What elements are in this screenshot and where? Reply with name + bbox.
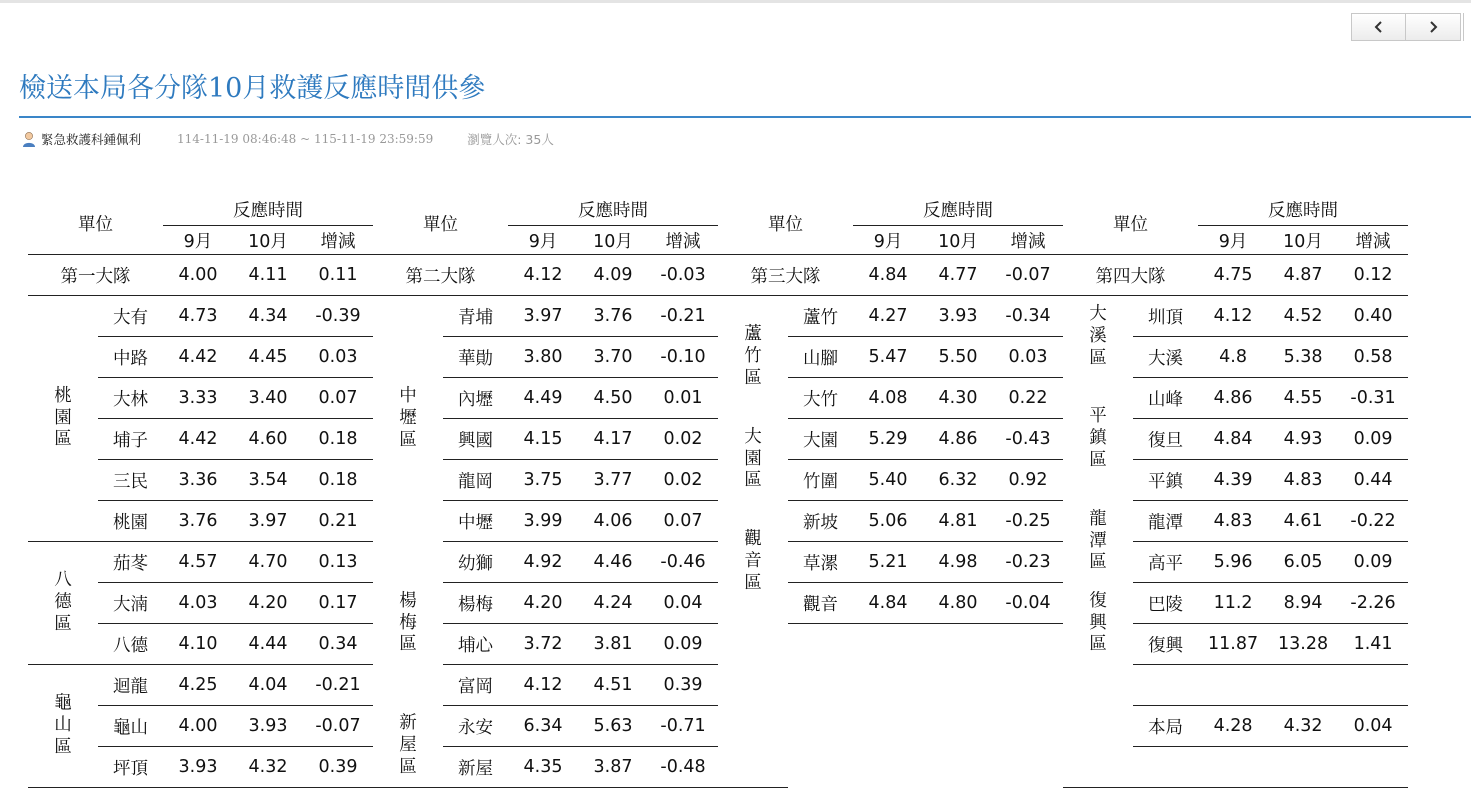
oct-value: 3.93 <box>233 706 303 747</box>
sep-value: 4.84 <box>853 583 923 624</box>
empty-cell <box>993 665 1063 706</box>
sep-value: 4.92 <box>508 542 578 583</box>
unit-header: 單位 <box>1063 193 1198 255</box>
sep-value: 5.96 <box>1198 542 1268 583</box>
station-row <box>28 419 1408 460</box>
sep-value: 4.10 <box>163 624 233 665</box>
station-row <box>28 624 1408 665</box>
empty-cell <box>788 706 853 747</box>
station-name: 興國 <box>443 419 508 460</box>
station-name: 蘆竹 <box>788 296 853 337</box>
change-value: 0.21 <box>303 501 373 542</box>
oct-value: 4.32 <box>233 747 303 788</box>
change-value: 0.18 <box>303 460 373 501</box>
oct-value: 4.87 <box>1268 255 1338 296</box>
station-name: 龜山 <box>98 706 163 747</box>
oct-value: 3.76 <box>578 296 648 337</box>
sep-value: 5.21 <box>853 542 923 583</box>
station-row <box>28 501 1408 542</box>
oct-value: 5.38 <box>1268 337 1338 378</box>
oct-value: 4.81 <box>923 501 993 542</box>
oct-header: 10月 <box>233 226 303 255</box>
sep-header: 9月 <box>163 226 233 255</box>
empty-cell <box>1063 665 1133 788</box>
brigade-name: 第三大隊 <box>718 255 853 296</box>
oct-value: 3.97 <box>233 501 303 542</box>
sep-value: 4.84 <box>1198 419 1268 460</box>
change-value: -0.23 <box>993 542 1063 583</box>
oct-value: 3.93 <box>923 296 993 337</box>
empty-cell <box>788 624 853 665</box>
district-cell <box>373 706 443 788</box>
district-cell <box>718 419 788 501</box>
station-name: 中路 <box>98 337 163 378</box>
change-value: 0.02 <box>648 419 718 460</box>
oct-value: 3.54 <box>233 460 303 501</box>
empty-cell <box>788 747 853 788</box>
change-value: 0.39 <box>303 747 373 788</box>
sep-value: 5.40 <box>853 460 923 501</box>
oct-value: 4.24 <box>578 583 648 624</box>
empty-cell <box>1338 747 1408 788</box>
change-value: 0.02 <box>648 460 718 501</box>
sep-value: 4.00 <box>163 706 233 747</box>
sep-value: 4.86 <box>1198 378 1268 419</box>
oct-value: 4.80 <box>923 583 993 624</box>
change-value: -0.25 <box>993 501 1063 542</box>
empty-cell <box>853 747 923 788</box>
station-name: 巴陵 <box>1133 583 1198 624</box>
response-time-header: 反應時間 <box>1198 193 1408 226</box>
sep-value: 4.42 <box>163 419 233 460</box>
station-name: 新屋 <box>443 747 508 788</box>
station-name: 本局 <box>1133 706 1198 747</box>
station-name: 楊梅 <box>443 583 508 624</box>
district-label: 大溪區 <box>1089 303 1107 368</box>
station-name: 草漯 <box>788 542 853 583</box>
sep-value: 3.80 <box>508 337 578 378</box>
sep-value: 6.34 <box>508 706 578 747</box>
sep-value: 4.12 <box>1198 296 1268 337</box>
change-value: 0.11 <box>303 255 373 296</box>
empty-cell <box>853 624 923 665</box>
oct-value: 3.77 <box>578 460 648 501</box>
oct-value: 4.34 <box>233 296 303 337</box>
change-value: 0.07 <box>648 501 718 542</box>
station-name: 大溪 <box>1133 337 1198 378</box>
change-value: -0.71 <box>648 706 718 747</box>
district-cell <box>28 296 98 542</box>
sep-value: 4.73 <box>163 296 233 337</box>
change-value: -0.31 <box>1338 378 1408 419</box>
change-value: 0.09 <box>1338 419 1408 460</box>
sep-value: 4.08 <box>853 378 923 419</box>
district-label: 八德區 <box>54 570 72 634</box>
sep-value: 4.15 <box>508 419 578 460</box>
header-row <box>28 193 1408 226</box>
sep-value: 4.00 <box>163 255 233 296</box>
chevron-right-icon <box>1427 20 1439 34</box>
district-cell <box>718 296 788 419</box>
response-time-header: 反應時間 <box>163 193 373 226</box>
window-edge <box>1463 13 1471 41</box>
brigade-name: 第二大隊 <box>373 255 508 296</box>
author-name: 緊急救護科鍾佩利 <box>41 132 142 147</box>
unit-header: 單位 <box>718 193 853 255</box>
district-label: 觀音區 <box>744 529 762 593</box>
empty-cell <box>993 747 1063 788</box>
publish-period: 114-11-19 08:46:48 ~ 115-11-19 23:59:59 <box>177 132 434 146</box>
sep-value: 4.49 <box>508 378 578 419</box>
station-name: 坪頂 <box>98 747 163 788</box>
sep-value: 3.75 <box>508 460 578 501</box>
empty-cell <box>923 665 993 706</box>
change-value: 0.09 <box>1338 542 1408 583</box>
station-name: 大園 <box>788 419 853 460</box>
change-value: -0.07 <box>993 255 1063 296</box>
brigade-name: 第一大隊 <box>28 255 163 296</box>
unit-header: 單位 <box>373 193 508 255</box>
oct-value: 4.98 <box>923 542 993 583</box>
sep-value: 5.29 <box>853 419 923 460</box>
change-value: -0.22 <box>1338 501 1408 542</box>
sep-value: 5.06 <box>853 501 923 542</box>
sep-value: 3.99 <box>508 501 578 542</box>
response-time-header: 反應時間 <box>508 193 718 226</box>
district-label: 桃園區 <box>54 385 72 450</box>
change-value: 0.04 <box>648 583 718 624</box>
top-border <box>0 0 1471 3</box>
oct-value: 4.06 <box>578 501 648 542</box>
oct-value: 3.87 <box>578 747 648 788</box>
station-name: 大林 <box>98 378 163 419</box>
sep-value: 11.87 <box>1198 624 1268 665</box>
station-name: 龍潭 <box>1133 501 1198 542</box>
district-cell <box>373 542 443 706</box>
station-name: 圳頂 <box>1133 296 1198 337</box>
sep-value: 3.33 <box>163 378 233 419</box>
oct-value: 4.77 <box>923 255 993 296</box>
change-value: 0.44 <box>1338 460 1408 501</box>
empty-cell <box>788 665 853 706</box>
district-cell <box>1063 296 1133 378</box>
empty-cell <box>1198 665 1268 706</box>
change-value: 0.13 <box>303 542 373 583</box>
station-name: 山峰 <box>1133 378 1198 419</box>
district-label: 中壢區 <box>399 385 417 450</box>
change-value: 0.01 <box>648 378 718 419</box>
pager <box>1351 13 1461 41</box>
sep-header: 9月 <box>1198 226 1268 255</box>
district-cell <box>1063 501 1133 583</box>
change-value: 0.92 <box>993 460 1063 501</box>
station-name: 青埔 <box>443 296 508 337</box>
sep-value: 4.27 <box>853 296 923 337</box>
oct-value: 4.51 <box>578 665 648 706</box>
sep-value: 3.72 <box>508 624 578 665</box>
change-header: 增減 <box>993 226 1063 255</box>
user-icon <box>21 131 37 147</box>
empty-cell <box>718 624 788 788</box>
oct-header: 10月 <box>578 226 648 255</box>
sep-value: 3.97 <box>508 296 578 337</box>
empty-cell <box>923 624 993 665</box>
change-value: 0.40 <box>1338 296 1408 337</box>
change-header: 增減 <box>648 226 718 255</box>
sep-value: 3.36 <box>163 460 233 501</box>
station-name: 桃園 <box>98 501 163 542</box>
district-cell <box>28 665 98 788</box>
change-value: 0.22 <box>993 378 1063 419</box>
station-name: 竹圍 <box>788 460 853 501</box>
district-cell <box>373 296 443 542</box>
empty-cell <box>923 706 993 747</box>
change-value: -0.03 <box>648 255 718 296</box>
page-title: 檢送本局各分隊10月救護反應時間供參 <box>19 73 486 104</box>
sep-header: 9月 <box>508 226 578 255</box>
sep-value: 5.47 <box>853 337 923 378</box>
station-name: 八德 <box>98 624 163 665</box>
sep-value: 4.84 <box>853 255 923 296</box>
station-name: 埔子 <box>98 419 163 460</box>
change-value: 1.41 <box>1338 624 1408 665</box>
change-value: -0.39 <box>303 296 373 337</box>
title-divider <box>19 116 1471 118</box>
sep-value: 4.12 <box>508 255 578 296</box>
district-label: 龍潭區 <box>1089 508 1107 573</box>
station-name: 永安 <box>443 706 508 747</box>
station-name: 華勛 <box>443 337 508 378</box>
district-cell <box>718 501 788 624</box>
station-name: 山腳 <box>788 337 853 378</box>
table-body <box>28 193 1408 788</box>
chevron-left-icon <box>1373 20 1385 34</box>
change-value: -0.04 <box>993 583 1063 624</box>
change-header: 增減 <box>1338 226 1408 255</box>
district-label: 蘆竹區 <box>744 324 762 389</box>
oct-value: 4.11 <box>233 255 303 296</box>
oct-value: 4.55 <box>1268 378 1338 419</box>
sep-value: 4.25 <box>163 665 233 706</box>
change-value: 0.07 <box>303 378 373 419</box>
empty-cell <box>993 706 1063 747</box>
change-value: -0.46 <box>648 542 718 583</box>
sep-value: 4.35 <box>508 747 578 788</box>
sep-value: 4.42 <box>163 337 233 378</box>
response-time-table <box>28 193 1408 788</box>
empty-cell <box>853 665 923 706</box>
change-value: -0.34 <box>993 296 1063 337</box>
oct-value: 4.04 <box>233 665 303 706</box>
sep-value: 4.8 <box>1198 337 1268 378</box>
sep-value: 11.2 <box>1198 583 1268 624</box>
sep-value: 4.83 <box>1198 501 1268 542</box>
station-name: 大有 <box>98 296 163 337</box>
station-name: 中壢 <box>443 501 508 542</box>
next-button[interactable] <box>1406 13 1461 41</box>
district-cell <box>1063 583 1133 665</box>
change-value: 0.39 <box>648 665 718 706</box>
view-count: 瀏覽人次: 35人 <box>467 132 554 147</box>
station-name: 茄苳 <box>98 542 163 583</box>
sep-value: 3.93 <box>163 747 233 788</box>
station-name: 復旦 <box>1133 419 1198 460</box>
district-cell <box>28 542 98 665</box>
oct-value: 4.45 <box>233 337 303 378</box>
empty-cell <box>1268 747 1338 788</box>
oct-value: 3.40 <box>233 378 303 419</box>
oct-value: 4.50 <box>578 378 648 419</box>
oct-value: 3.70 <box>578 337 648 378</box>
oct-value: 4.86 <box>923 419 993 460</box>
empty-cell <box>1133 747 1198 788</box>
empty-cell <box>923 747 993 788</box>
station-name: 埔心 <box>443 624 508 665</box>
change-value: 0.09 <box>648 624 718 665</box>
district-label: 龜山區 <box>54 693 72 757</box>
oct-value: 3.81 <box>578 624 648 665</box>
brigade-row <box>28 255 1408 296</box>
oct-value: 8.94 <box>1268 583 1338 624</box>
oct-value: 4.70 <box>233 542 303 583</box>
oct-value: 4.44 <box>233 624 303 665</box>
oct-header: 10月 <box>1268 226 1338 255</box>
station-name: 內壢 <box>443 378 508 419</box>
article-meta <box>21 129 554 149</box>
oct-value: 4.52 <box>1268 296 1338 337</box>
change-header: 增減 <box>303 226 373 255</box>
change-value: -0.07 <box>303 706 373 747</box>
oct-value: 4.83 <box>1268 460 1338 501</box>
sep-value: 4.39 <box>1198 460 1268 501</box>
station-name: 觀音 <box>788 583 853 624</box>
change-value: -0.10 <box>648 337 718 378</box>
station-name: 龍岡 <box>443 460 508 501</box>
empty-cell <box>1198 747 1268 788</box>
oct-value: 4.17 <box>578 419 648 460</box>
oct-value: 4.32 <box>1268 706 1338 747</box>
station-name: 新坡 <box>788 501 853 542</box>
station-name: 復興 <box>1133 624 1198 665</box>
station-name: 富岡 <box>443 665 508 706</box>
oct-value: 5.50 <box>923 337 993 378</box>
sep-value: 3.76 <box>163 501 233 542</box>
empty-cell <box>853 706 923 747</box>
station-name: 高平 <box>1133 542 1198 583</box>
oct-value: 4.46 <box>578 542 648 583</box>
station-name: 大竹 <box>788 378 853 419</box>
change-value: 0.34 <box>303 624 373 665</box>
oct-value: 4.61 <box>1268 501 1338 542</box>
sep-value: 4.28 <box>1198 706 1268 747</box>
district-label: 楊梅區 <box>399 590 417 655</box>
oct-value: 6.05 <box>1268 542 1338 583</box>
oct-value: 4.60 <box>233 419 303 460</box>
change-value: -0.21 <box>648 296 718 337</box>
station-name: 三民 <box>98 460 163 501</box>
change-value: 0.04 <box>1338 706 1408 747</box>
district-label: 大園區 <box>744 426 762 491</box>
empty-cell <box>1268 665 1338 706</box>
unit-header: 單位 <box>28 193 163 255</box>
change-value: -0.21 <box>303 665 373 706</box>
brigade-name: 第四大隊 <box>1063 255 1198 296</box>
oct-value: 13.28 <box>1268 624 1338 665</box>
sep-value: 4.20 <box>508 583 578 624</box>
district-label: 復興區 <box>1089 590 1107 655</box>
oct-value: 6.32 <box>923 460 993 501</box>
oct-value: 5.63 <box>578 706 648 747</box>
response-time-header: 反應時間 <box>853 193 1063 226</box>
change-value: 0.03 <box>993 337 1063 378</box>
sep-header: 9月 <box>853 226 923 255</box>
station-name: 大湳 <box>98 583 163 624</box>
district-label: 新屋區 <box>399 713 417 778</box>
oct-header: 10月 <box>923 226 993 255</box>
change-value: 0.18 <box>303 419 373 460</box>
oct-value: 4.93 <box>1268 419 1338 460</box>
change-value: -0.43 <box>993 419 1063 460</box>
change-value: 0.12 <box>1338 255 1408 296</box>
station-name: 迴龍 <box>98 665 163 706</box>
station-name: 平鎮 <box>1133 460 1198 501</box>
station-row <box>28 296 1408 337</box>
oct-value: 4.30 <box>923 378 993 419</box>
sep-value: 4.12 <box>508 665 578 706</box>
oct-value: 4.09 <box>578 255 648 296</box>
change-value: -0.48 <box>648 747 718 788</box>
change-value: 0.17 <box>303 583 373 624</box>
change-value: 0.03 <box>303 337 373 378</box>
empty-cell <box>1133 665 1198 706</box>
prev-button[interactable] <box>1351 13 1406 41</box>
sep-value: 4.75 <box>1198 255 1268 296</box>
change-value: 0.58 <box>1338 337 1408 378</box>
district-cell <box>1063 378 1133 501</box>
station-name: 幼獅 <box>443 542 508 583</box>
district-label: 平鎮區 <box>1089 406 1107 470</box>
empty-cell <box>993 624 1063 665</box>
oct-value: 4.20 <box>233 583 303 624</box>
change-value: -2.26 <box>1338 583 1408 624</box>
sep-value: 4.03 <box>163 583 233 624</box>
empty-cell <box>1338 665 1408 706</box>
sep-value: 4.57 <box>163 542 233 583</box>
